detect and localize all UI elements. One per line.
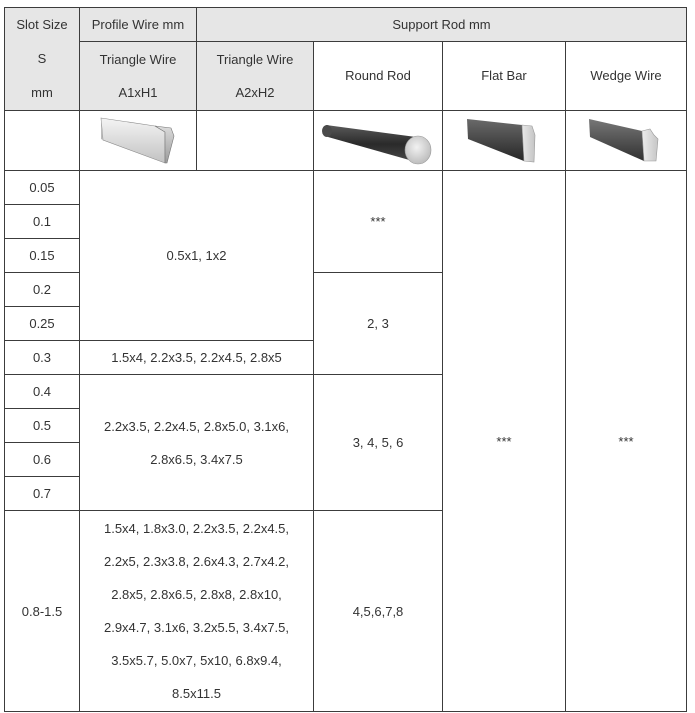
round-rod-header: Round Rod bbox=[314, 41, 443, 110]
slot-size-cell: 0.05 bbox=[5, 171, 80, 205]
profile-group-3 bbox=[80, 375, 314, 511]
round-rod-group-2: 2, 3 bbox=[314, 273, 443, 375]
profile-group-3-line: 2.2x3.5, 2.2x4.5, 2.8x5.0, 3.1x6, bbox=[103, 418, 289, 434]
profile-group-4-line: 3.5x5.7, 5.0x7, 5x10, 6.8x9.4, bbox=[111, 653, 282, 668]
round-rod-group-1: *** bbox=[314, 171, 443, 273]
flat-bar-value: *** bbox=[443, 171, 566, 712]
flat-bar-image bbox=[464, 113, 544, 169]
triangle-wire-image-cell bbox=[80, 111, 197, 171]
profile-group-1: 0.5x1, 1x2 bbox=[80, 171, 314, 341]
triangle-wire-profile-image bbox=[95, 112, 181, 170]
profile-group-4-line: 8.5x11.5 bbox=[172, 686, 221, 701]
wedge-wire-image-cell bbox=[566, 111, 687, 171]
slot-size-cell: 0.25 bbox=[5, 307, 80, 341]
triangle-wire-2-image-empty bbox=[197, 111, 314, 171]
profile-group-4-line: 2.9x4.7, 3.1x6, 3.2x5.5, 3.4x7.5, bbox=[103, 620, 289, 635]
round-rod-image-cell bbox=[314, 111, 443, 171]
profile-group-4-line: 2.8x5, 2.8x6.5, 2.8x8, 2.8x10, bbox=[111, 587, 282, 602]
profile-group-2: 1.5x4, 2.2x3.5, 2.2x4.5, 2.8x5 bbox=[80, 341, 314, 375]
profile-wire-header: Profile Wire mm bbox=[80, 8, 197, 42]
profile-group-3-line: 2.8x6.5, 3.4x7.5 bbox=[150, 451, 243, 467]
slot-size-cell: 0.3 bbox=[5, 341, 80, 375]
slot-size-cell: 0.7 bbox=[5, 477, 80, 511]
slot-size-cell: 0.8-1.5 bbox=[5, 511, 80, 712]
triangle-wire-1-header bbox=[80, 41, 197, 110]
wedge-wire-header: Wedge Wire bbox=[566, 41, 687, 110]
round-rod-image bbox=[320, 115, 436, 167]
triangle-wire-2-header bbox=[197, 41, 314, 110]
slot-size-cell: 0.5 bbox=[5, 409, 80, 443]
slot-symbol-label: S bbox=[37, 51, 47, 66]
slot-size-cell: 0.2 bbox=[5, 273, 80, 307]
triangle-wire-2-label: Triangle Wire bbox=[216, 51, 294, 67]
slot-size-cell: 0.1 bbox=[5, 205, 80, 239]
triangle-wire-1-label: Triangle Wire bbox=[99, 51, 177, 67]
round-rod-group-3: 3, 4, 5, 6 bbox=[314, 375, 443, 511]
slot-size-cell: 0.4 bbox=[5, 375, 80, 409]
round-rod-group-4: 4,5,6,7,8 bbox=[314, 511, 443, 712]
profile-group-4-line: 2.2x5, 2.3x3.8, 2.6x4.3, 2.7x4.2, bbox=[103, 554, 289, 569]
slot-unit-label: mm bbox=[31, 85, 53, 100]
profile-group-4 bbox=[80, 511, 314, 712]
flat-bar-header: Flat Bar bbox=[443, 41, 566, 110]
slot-size-cell: 0.15 bbox=[5, 239, 80, 273]
support-rod-header: Support Rod mm bbox=[197, 8, 687, 42]
flat-bar-image-cell bbox=[443, 111, 566, 171]
slot-size-spec-table bbox=[4, 7, 687, 712]
triangle-wire-2-dim: A2xH2 bbox=[235, 84, 275, 100]
wedge-wire-image bbox=[586, 113, 666, 169]
wedge-wire-value: *** bbox=[566, 171, 687, 712]
image-row-empty-cell bbox=[5, 111, 80, 171]
profile-group-4-line: 1.5x4, 1.8x3.0, 2.2x3.5, 2.2x4.5, bbox=[103, 521, 289, 536]
slot-size-header bbox=[5, 8, 80, 111]
slot-size-cell: 0.6 bbox=[5, 443, 80, 477]
slot-size-label: Slot Size bbox=[16, 17, 68, 32]
triangle-wire-1-dim: A1xH1 bbox=[118, 84, 158, 100]
